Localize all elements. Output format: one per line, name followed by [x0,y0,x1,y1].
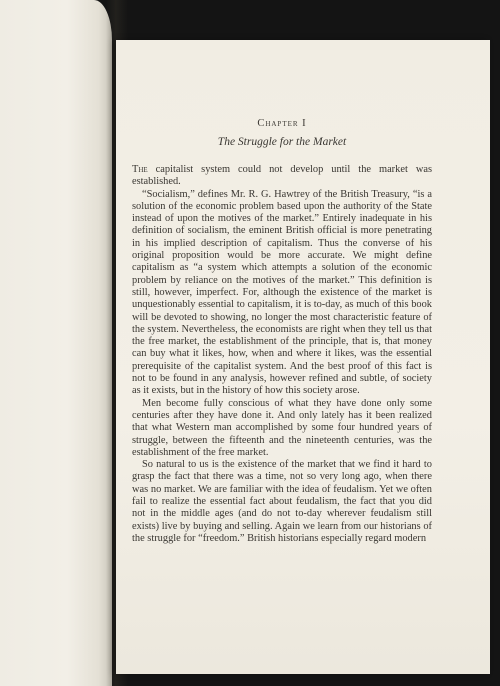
paragraph-2-text: “Socialism,” defines Mr. R. G. Hawtrey of the British Treasury, “is a solution of the economic problem based upon the authority of the State instead of upon the motives of the market.” Entirely inadequate in his definition of socialism, the eminent British official is more penetrating in his implied description of capitalism. Thus the converse of his original proposition would be more accurate. We might define capitalism as “a system which attempts a solution of the economic problem by reliance on the motives of the market.” This definition is still, however, imperfect. For, although the existence of the market is unquestionably essential to capitalism, it is to-day, as much of this book will be devoted to showing, no longer the most characteristic feature of the system. Nevertheless, the economists are right when they tell us that the free market, the establishment of the principle, that is, that money can buy what it likes, how, when and where it likes, was the essential prerequisite of the capitalist system. And the best proof of this fact is not to be found in any analysis, however refined and subtle, of society as it exists, but in the history of how this society arose. [132,188,432,397]
paragraph-2 [132,189,432,398]
paragraph-3 [132,398,432,459]
paragraph-4-text: So natural to us is the existence of the market that we find it hard to grasp the fact that there was a time, not so very long ago, when there was no market. We are familiar with the idea of feudalism. Yet we often fail to realize the essential fact about feudalism, the fact that you did not in the middle ages (and do not to-day wherever feudalism still exists) live by buying and selling. Again we learn from our historians of the struggle for “freedom.” British historians especially regard modern [132,459,432,544]
paragraph-1-text: capitalist system could not develop until the market was established. [132,164,432,188]
chapter-title: The Struggle for the Market [217,136,347,148]
chapter-number: Chapter I [257,118,307,129]
right-page [116,40,490,674]
left-page [0,0,112,686]
page-text [132,118,432,545]
paragraph-4 [132,459,432,545]
paragraph-1 [132,164,432,189]
paragraph-3-text: Men become fully conscious of what they have done only some centuries after they have done it. And only lately has it been realized that what Western man accomplished by some four hundred years of struggle, between the fifteenth and the nineteenth centuries, was the establishment of the free market. [132,397,432,458]
paragraph-1-lead: The [132,164,148,175]
